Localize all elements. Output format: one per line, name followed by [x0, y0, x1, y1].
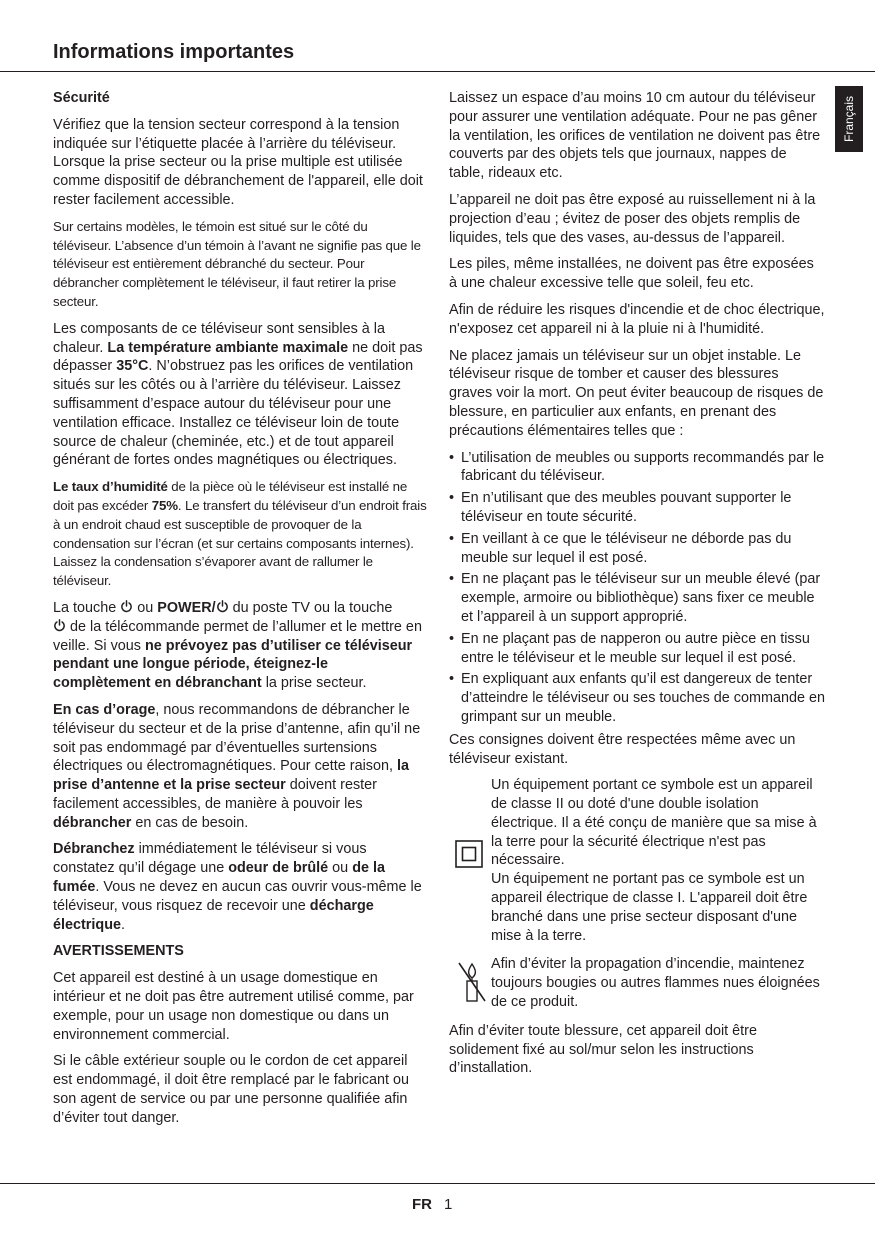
class-ii-notice — [449, 776, 825, 945]
paragraph: Laissez un espace d’au moins 10 cm autour du téléviseur pour assurer une ventilation adéquate. Pour ne pas gêner la ventilation, les orifices de ventilation ne doivent pas être couverts par des objets tels que journaux, nappes de table, rideaux etc. — [449, 90, 821, 182]
paragraph: Les composants de ce téléviseur sont sensibles à la chaleur. La température ambiante maximale ne doit pas dépasser 35°C. N’obstruez pas les orifices de ventilation situés sur les côtés ou à l’arrière du téléviseur. Laissez suffisamment d’espace autour du téléviseur pour une ventilation efficace. Installez ce téléviseur loin de toute source de chaleur (cheminée, etc.) et de tout appareil générant de fortes ondes magnétiques ou électriques. — [53, 320, 423, 469]
list-item: • En veillant à ce que le téléviseur ne déborde pas du meuble sur lequel il est posé. — [449, 530, 825, 568]
power-icon — [53, 619, 66, 632]
paragraph: Débranchez immédiatement le téléviseur si vous constatez qu’il dégage une odeur de brûlé ou de la fumée. Vous ne devez en aucun cas ouvrir vous-même le téléviseur, vous risquez de recevoir une décharge électrique. — [53, 841, 422, 933]
paragraph: Afin d’éviter toute blessure, cet appareil doit être solidement fixé au sol/mur selon les instructions d’installation. — [449, 1022, 757, 1077]
paragraph: L’appareil ne doit pas être exposé au ruissellement ni à la projection d’eau ; évitez de poser des objets remplis de liquides, tels que des vases, au-dessus de l’appareil. — [449, 191, 816, 246]
open-flame-text: Afin d’éviter la propagation d’incendie, maintenez toujours bougies ou autres flammes nues éloignées de ce produit. — [491, 956, 820, 1011]
right-column — [449, 89, 825, 1086]
class-ii-symbol-icon — [455, 840, 483, 868]
paragraph: Cet appareil est destiné à un usage domestique en intérieur et ne doit pas être autrement utilisé comme, par exemple, pour un usage non domestique ou dans un environnement commercial. — [53, 970, 414, 1043]
paragraph: La touche ou POWER/ du poste TV ou la touche de la télécommande permet de l’allumer et le mettre en veille. Si vous ne prévoyez pas d’utiliser ce téléviseur pendant une longue période, éteignez-le complètement en débranchant la prise secteur. — [53, 599, 422, 692]
open-flame-notice — [449, 955, 825, 1011]
list-item: • En expliquant aux enfants qu’il est dangereux de tenter d’atteindre le téléviseur ou ses touches de commande en grimpant sur un meuble. — [449, 670, 825, 726]
paragraph: Vérifiez que la tension secteur correspond à la tension indiquée sur l’étiquette placée à l’arrière du téléviseur. Lorsque la prise secteur ou la prise multiple est utilisée comme dispositif de débranchement de l'appareil, elle doit rester facilement accessible. — [53, 116, 423, 208]
list-item: • En n’utilisant que des meubles pouvant supporter le téléviseur en toute sécurité. — [449, 489, 825, 527]
paragraph: Le taux d’humidité de la pièce où le téléviseur est installé ne doit pas excéder 75%. Le transfert du téléviseur d’un endroit frais à un endroit chaud est susceptible de provoquer de la condensation sur l’écran (et sur certains composants internes). Laissez la condensation s’évaporer avant de rallumer le téléviseur. — [53, 479, 427, 589]
page-title: Informations importantes — [53, 41, 295, 63]
list-item: • En ne plaçant pas de napperon ou autre pièce en tissu entre le téléviseur et le meuble sur lequel il est posé. — [449, 630, 825, 668]
paragraph: Sur certains modèles, le témoin est situé sur le côté du téléviseur. L’absence d’un témoin à l’avant ne signifie pas que le téléviseur est entièrement débranché du secteur. Pour débrancher complètement le téléviseur, il faut retirer la prise secteur. — [53, 218, 421, 309]
class-ii-text: Un équipement portant ce symbole est un appareil de classe II ou doté d'une double isolation électrique. Il a été conçu de manière que sa mise à la terre pour la sécurité électrique n'est pas nécessaire. — [491, 777, 817, 869]
paragraph: Les piles, même installées, ne doivent pas être exposées à une chaleur excessive telle que soleil, feu etc. — [449, 256, 814, 292]
class-i-text: Un équipement ne portant pas ce symbole est un appareil électrique de classe I. L'appareil doit être branché dans une prise secteur disposant d'une mise à la terre. — [491, 871, 808, 944]
page-footer — [412, 1196, 452, 1213]
header-divider — [0, 71, 875, 72]
list-item: • L’utilisation de meubles ou supports recommandés par le fabricant du téléviseur. — [449, 449, 825, 487]
footer-divider — [0, 1183, 875, 1184]
paragraph: Si le câble extérieur souple ou le cordon de cet appareil est endommagé, il doit être remplacé par le fabricant ou son agent de service ou par une personne qualifiée afin d’éviter tout danger. — [53, 1053, 409, 1126]
language-tab-label: Français — [842, 95, 856, 143]
section-heading-securite: Sécurité — [53, 90, 110, 106]
paragraph: En cas d’orage, nous recommandons de débrancher le téléviseur du secteur et de la prise d’antenne, afin qu’il ne soit pas endommagé par d’éventuelles surtensions électriques ou électromagnétiques. Pour cette raison, la prise d’antenne et la prise secteur doivent rester facilement accessibles, de manière à pouvoir les débrancher en cas de besoin. — [53, 701, 421, 831]
left-column — [53, 89, 429, 1136]
paragraph: Afin de réduire les risques d'incendie et de choc électrique, n'exposez cet appareil ni à la pluie ni à l'humidité. — [449, 301, 825, 337]
no-open-flame-icon — [455, 959, 489, 1005]
page-number: 1 — [444, 1196, 453, 1213]
power-icon — [216, 600, 229, 613]
paragraph: Ces consignes doivent être respectées même avec un téléviseur existant. — [449, 731, 796, 767]
paragraph: Ne placez jamais un téléviseur sur un objet instable. Le téléviseur risque de tomber et causer des blessures graves voir la mort. On peut éviter beaucoup de risques de blessure, en particulier aux enfants, en prenant des précautions élémentaires telles que : — [449, 347, 824, 439]
safety-list — [449, 449, 825, 727]
language-tab — [835, 86, 863, 152]
section-heading-avertissements: AVERTISSEMENTS — [53, 943, 184, 960]
power-icon — [120, 600, 133, 613]
list-item: • En ne plaçant pas le téléviseur sur un meuble élevé (par exemple, armoire ou bibliothèque) sans fixer ce meuble et l’appareil à un support approprié. — [449, 570, 825, 626]
language-code: FR — [412, 1196, 432, 1213]
